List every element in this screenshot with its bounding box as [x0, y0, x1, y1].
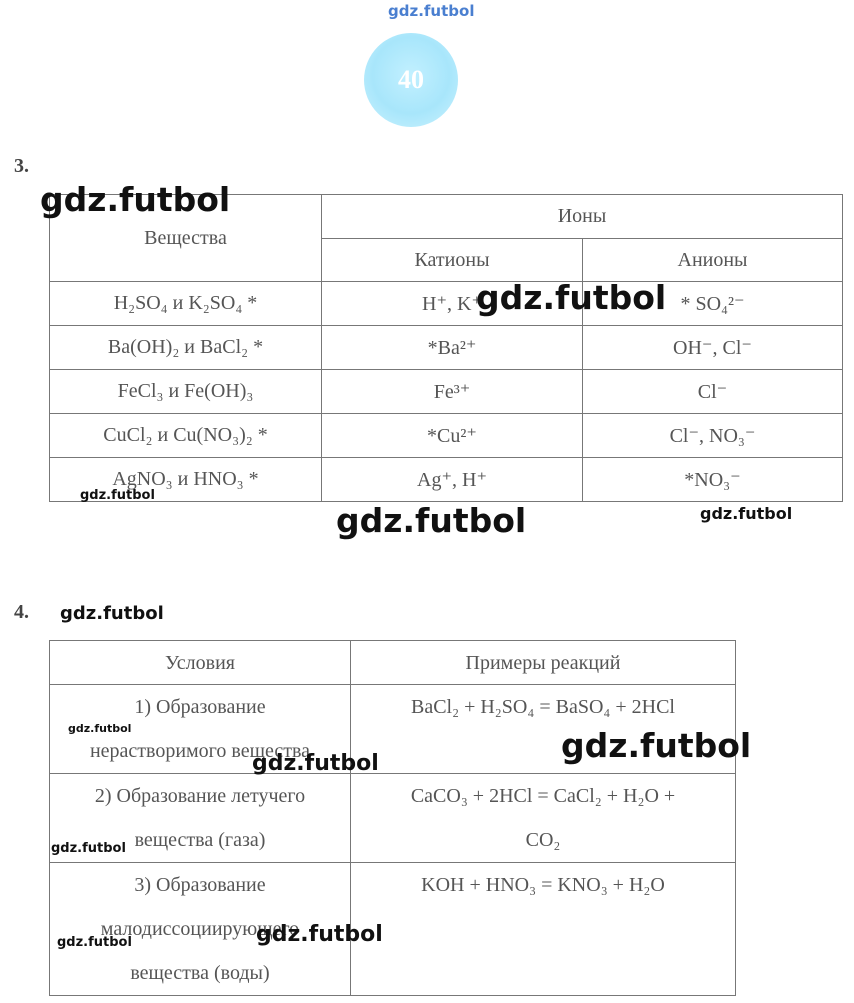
- table-row: [50, 414, 843, 458]
- watermark-text: gdz.futbol: [68, 722, 132, 735]
- cations-cell: *Cu²⁺: [322, 414, 583, 458]
- cations-cell: Fe³⁺: [322, 370, 583, 414]
- task-4-number: 4.: [14, 601, 29, 623]
- substance-cell: Ba(OH)₂ и BaCl₂ *: [50, 326, 322, 370]
- table-row: [50, 774, 736, 863]
- header-ions: Ионы: [322, 195, 843, 239]
- watermark-text: gdz.futbol: [51, 841, 126, 856]
- substance-cell: FeCl₃ и Fe(OH)₃: [50, 370, 322, 414]
- reactions-table: [49, 640, 736, 996]
- condition-line: 1) Образование: [134, 696, 266, 718]
- reaction-cell: [351, 863, 736, 996]
- watermark-text: gdz.futbol: [561, 726, 752, 765]
- watermark-text: gdz.futbol: [256, 922, 383, 947]
- watermark-text: gdz.futbol: [700, 504, 793, 523]
- header-anions: Анионы: [583, 239, 843, 282]
- page-number-badge: [364, 33, 458, 127]
- table-row: [50, 282, 843, 326]
- cations-cell: H⁺, K⁺: [322, 282, 583, 326]
- top-watermark: gdz.futbol: [388, 2, 475, 20]
- watermark-text: gdz.futbol: [476, 278, 667, 317]
- anions-cell: Cl⁻: [583, 370, 843, 414]
- header-cations: Катионы: [322, 239, 583, 282]
- condition-line: вещества (газа): [134, 829, 266, 851]
- anions-cell: * SO₄²⁻: [583, 282, 843, 326]
- table-row: [50, 370, 843, 414]
- reaction-line: KOH + HNO₃ = KNO₃ + H₂O: [421, 874, 665, 896]
- substance-cell: AgNO₃ и HNO₃ *: [50, 458, 322, 502]
- condition-line: вещества (воды): [130, 962, 270, 984]
- substance-cell: CuCl₂ и Cu(NO₃)₂ *: [50, 414, 322, 458]
- page-number: 40: [398, 65, 424, 94]
- substance-cell: H₂SO₄ и K₂SO₄ *: [50, 282, 322, 326]
- watermark-text: gdz.futbol: [57, 935, 132, 950]
- condition-line: 2) Образование летучего: [94, 785, 306, 807]
- header-substances: Вещества: [50, 195, 322, 282]
- header-conditions: Условия: [50, 641, 351, 685]
- anions-cell: Cl⁻, NO₃⁻: [583, 414, 843, 458]
- cations-cell: Ag⁺, H⁺: [322, 458, 583, 502]
- table-row: [50, 863, 736, 996]
- anions-cell: *NO₃⁻: [583, 458, 843, 502]
- watermark-text: gdz.futbol: [252, 751, 379, 776]
- watermark-text: gdz.futbol: [336, 501, 527, 540]
- condition-line: 3) Образование: [134, 874, 266, 896]
- header-examples: Примеры реакций: [351, 641, 736, 685]
- condition-line: малодиссоциирующего: [100, 918, 300, 940]
- reaction-line: CaCO₃ + 2HCl = CaCl₂ + H₂O +: [410, 785, 676, 807]
- table-row: [50, 326, 843, 370]
- reaction-line: BaCl₂ + H₂SO₄ = BaSO₄ + 2HCl: [411, 696, 675, 718]
- watermark-text: gdz.futbol: [40, 180, 231, 219]
- ions-table: [49, 194, 843, 502]
- condition-line: нерастворимого вещества: [89, 740, 311, 762]
- cations-cell: *Ba²⁺: [322, 326, 583, 370]
- watermark-text: gdz.futbol: [60, 603, 164, 624]
- reaction-cell: [351, 774, 736, 863]
- task-3-number: 3.: [14, 155, 29, 177]
- anions-cell: OH⁻, Cl⁻: [583, 326, 843, 370]
- watermark-text: gdz.futbol: [80, 488, 155, 503]
- reaction-line: CO₂: [525, 829, 561, 851]
- table-row: [50, 458, 843, 502]
